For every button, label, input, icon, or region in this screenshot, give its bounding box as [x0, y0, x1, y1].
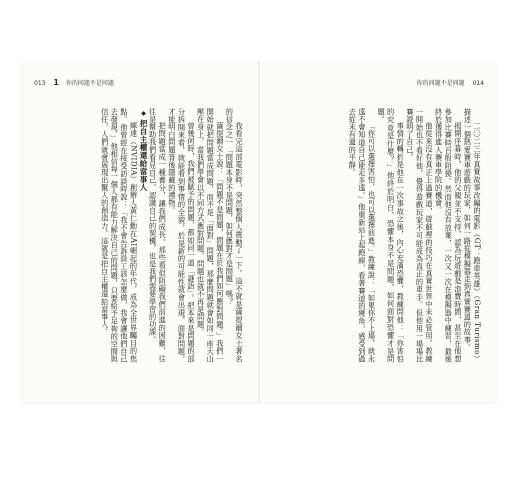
- right-running-head: [417, 78, 484, 87]
- diamond-icon: ◆: [140, 110, 148, 118]
- page-number: 014: [472, 80, 484, 87]
- paragraph: 揭開序幕時，他的父親並不支持，認為玩遊戲是浪費時間，甚至在他想參加比賽時百般阻撓。然而他沒有放棄，一次又一次在模擬器中練習，最後終於獲得進入賽車學院的機會。: [434, 108, 463, 363]
- left-page: [22, 62, 258, 402]
- paragraph: 二〇二三年真實故事改編的電影《GT：跑車英雄》（Gran Turismo）描述一個熱愛賽車遊戲的玩家，如何一路從模擬器走到真實賽道的故事。: [463, 108, 482, 363]
- page-number: 013: [34, 80, 46, 87]
- running-title: 你的问題不是问题: [65, 80, 114, 87]
- paragraph: 「你可以選擇害怕，也可以選擇前進。」教練說：「如果你不上場，就永遠不會知道自己能走多遠。」他重新站上起跑線，看著賽道的彎角，感受到過去從未有過的平靜。: [348, 108, 377, 363]
- paragraph: 曾幾何時，我們被賦予的問題，都如同一道「謎語」。把本來是問題的部分拆開來看，就能看到事情的全貌，於是新的可能性就會出現。面對問題，才能明白問題背後隱藏的禮物。: [167, 108, 197, 363]
- right-page: [260, 62, 496, 402]
- left-body-text: [36, 108, 244, 363]
- running-title: 你的问题不是问题: [416, 80, 465, 87]
- paragraph: 薩提爾女士說：「問題不是問題，問題在於我們如何應對問題。」我們一開始就把問題當成問題，而不是「面對」問題，那麼問題就會如同一座大山壓在身上。當我們學會以不同方式應對問題，問題也就不再是問題。: [196, 108, 225, 363]
- section-heading: [138, 108, 148, 363]
- right-body-text: [274, 108, 482, 363]
- paragraph: 事情的轉折是他在一次事故之後，內心充滿恐懼，教練問他：「你害怕的究竟是什麼？」他終於明白，恐懼本身不是問題，如何面對恐懼才是問題。: [377, 108, 406, 363]
- book-spread: [22, 62, 496, 402]
- left-running-head: [34, 78, 114, 87]
- chapter-number: 1: [53, 78, 59, 87]
- paragraph: 把問題當成一種養分，讓我們成長。那些看似阻礙我們前進的困難，往往是幫助我們看見自己、認識自己的契機，也是我們需要學習的功課。: [148, 108, 168, 363]
- paragraph: 他從來沒有真正上過賽道，遊戲裡的技巧在真實世界中未必管用。教練一開始也不看好他，覺得遊戲玩家不可能成為真正的車手。但他用一場場比賽證明了自己。: [405, 108, 435, 363]
- section-heading-text: 把自主權還給當事人: [139, 119, 149, 192]
- paragraph: 輝達（NVIDIA）創辦人黃仁勳在AI崛起的年代，成為全世界矚目的焦點。他曾經在接受訪談時說：「我不會告訴員工該怎麼做，我會讓他們自己去發現。」他相信每一個人都有能力解決自己的問題，只要給予足夠的空間與信任，人們就會展現出驚人的創造力。這就是把自主權還給當事人。: [100, 108, 139, 363]
- paragraph: 我看完這部電影時，突然整個人震動了一下。這不就是薩提爾女士著名的信念之一「問題本身不是問題，如何應對才是問題」嗎？: [225, 108, 244, 363]
